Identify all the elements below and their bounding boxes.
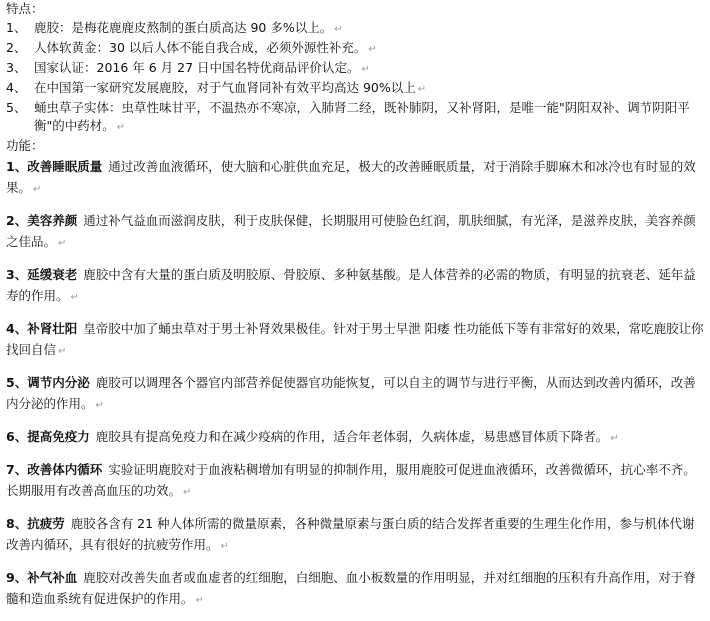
document bbox=[6, 0, 706, 621]
function-text: 通过补气益血而滋润皮肤，利于皮肤保健，长期服用可使脸色红润，肌肤细腻，有光泽，是滋养皮肤，美容养颜之佳品。 bbox=[6, 213, 696, 249]
return-mark-icon: ↵ bbox=[33, 184, 42, 195]
return-mark-icon: ↵ bbox=[368, 44, 377, 55]
function-text: 鹿胶中含有大量的蛋白质及明胶原、骨胶原、多种氨基酸。是人体营养的必需的物质，有明显的抗衰老、延年益寿的作用。 bbox=[6, 267, 696, 303]
return-mark-icon: ↵ bbox=[220, 541, 229, 552]
return-mark-icon: ↵ bbox=[116, 122, 126, 133]
function-text: 鹿胶对改善失血者或血虚者的红细胞，白细胞、血小板数量的作用明显，并对红细胞的压积有升高作用，对于脊髓和造血系统有促进保护的作用。 bbox=[6, 570, 696, 606]
feature-item bbox=[6, 99, 706, 137]
function-item bbox=[6, 459, 706, 503]
function-item bbox=[6, 513, 706, 557]
function-item bbox=[6, 426, 706, 449]
function-heading: 1、改善睡眠质量 bbox=[6, 159, 103, 174]
function-item bbox=[6, 372, 706, 416]
function-item bbox=[6, 567, 706, 611]
function-item bbox=[6, 264, 706, 308]
return-mark-icon: ↵ bbox=[58, 346, 67, 357]
feature-number: 2、 bbox=[6, 40, 27, 55]
feature-number: 3、 bbox=[6, 60, 27, 75]
function-heading: 3、延缓衰老 bbox=[6, 267, 78, 282]
function-text: 实验证明鹿胶对于血液粘稠增加有明显的抑制作用，服用鹿胶可促进血液循环，改善微循环，抗心率不齐。长期服用有改善高血压的功效。 bbox=[6, 462, 696, 498]
function-heading: 6、提高免疫力 bbox=[6, 429, 90, 444]
function-heading: 7、改善体内循环 bbox=[6, 462, 103, 477]
function-text: 鹿胶各含有 21 种人体所需的微量原素，各种微量原素与蛋白质的结合发挥者重要的生理生化作用，参与机体代谢改善内循环，具有很好的抗疲劳作用。 bbox=[6, 516, 695, 552]
feature-item bbox=[6, 19, 706, 39]
function-item bbox=[6, 318, 706, 362]
return-mark-icon: ↵ bbox=[195, 595, 204, 606]
function-heading: 2、美容养颜 bbox=[6, 213, 78, 228]
return-mark-icon: ↵ bbox=[334, 24, 343, 35]
function-heading: 5、调节内分泌 bbox=[6, 375, 90, 390]
feature-number: 4、 bbox=[6, 80, 27, 95]
function-item bbox=[6, 210, 706, 254]
function-heading: 4、补肾壮阳 bbox=[6, 321, 78, 336]
feature-number: 1、 bbox=[6, 20, 27, 35]
function-heading: 8、抗疲劳 bbox=[6, 516, 65, 531]
function-heading: 9、补气补血 bbox=[6, 570, 78, 585]
feature-text: 鹿胶：是梅花鹿鹿皮熬制的蛋白质高达 90 多%以上。 bbox=[34, 20, 333, 35]
feature-text: 国家认证：2016 年 6 月 27 日中国名特优商品评价认定。 bbox=[34, 60, 360, 75]
features-label: 特点： bbox=[6, 1, 44, 16]
feature-number: 5、 bbox=[6, 100, 27, 115]
feature-text: 人体软黄金：30 以后人体不能自我合成，必须外源性补充。 bbox=[34, 40, 367, 55]
feature-item bbox=[6, 39, 706, 59]
return-mark-icon: ↵ bbox=[183, 487, 192, 498]
feature-item bbox=[6, 59, 706, 79]
function-text: 皇帝胶中加了蛹虫草对于男士补肾效果极佳。针对于男士早泄 阳痿 性功能低下等有非常好的效果，常吃鹿胶让你找回自信 bbox=[6, 321, 704, 357]
return-mark-icon: ↵ bbox=[95, 400, 104, 411]
function-text: 通过改善血液循环，使大脑和心脏供血充足，极大的改善睡眠质量，对于消除手脚麻木和冰冷也有时显的效果。 bbox=[6, 159, 696, 195]
functions-label: 功能： bbox=[6, 138, 44, 153]
feature-text: 在中国第一家研究发展鹿胶，对于气血肾同补有效平均高达 90%以上 bbox=[34, 80, 416, 95]
function-text: 鹿胶可以调理各个器官内部营养促使器官功能恢复，可以自主的调节与进行平衡，从而达到改善内循环，改善内分泌的作用。 bbox=[6, 375, 696, 411]
return-mark-icon: ↵ bbox=[417, 84, 427, 95]
return-mark-icon: ↵ bbox=[610, 433, 619, 444]
return-mark-icon: ↵ bbox=[70, 292, 79, 303]
function-text: 鹿胶具有提高免疫力和在减少疫病的作用，适合年老体弱，久病体虚，易患感冒体质下降者。 bbox=[95, 429, 609, 444]
feature-text: 蛹虫草子实体：虫草性味甘平，不温热亦不寒凉，入肺肾二经，既补肺阴，又补肾阳，是唯一能"阴阳双补、调节阴阳平衡"的中药材。 bbox=[34, 100, 690, 133]
return-mark-icon: ↵ bbox=[361, 64, 370, 75]
feature-item bbox=[6, 79, 706, 99]
function-item bbox=[6, 156, 706, 200]
return-mark-icon: ↵ bbox=[58, 238, 67, 249]
